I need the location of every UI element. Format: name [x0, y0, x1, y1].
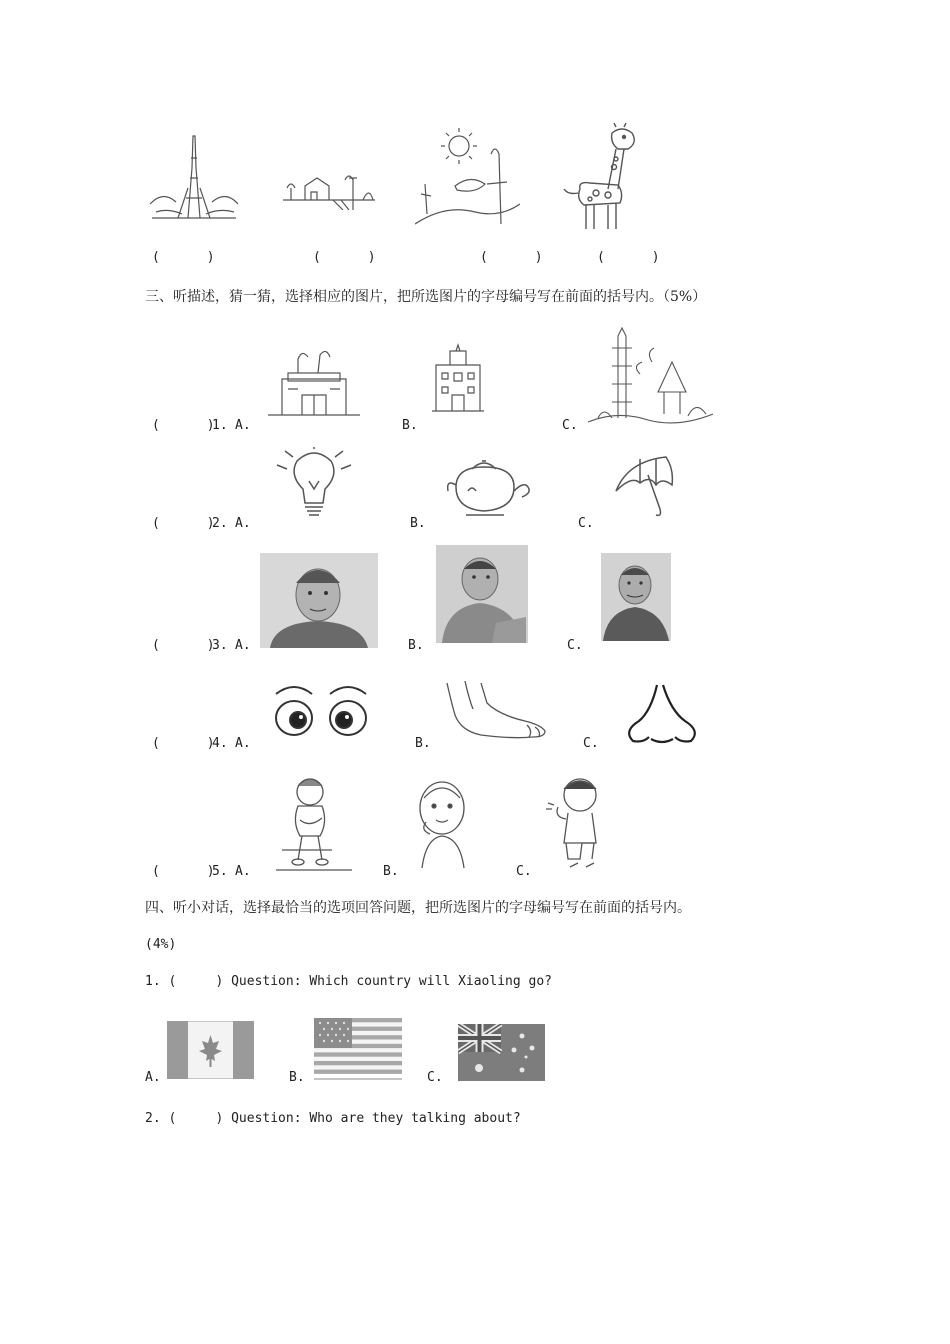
option-label-c: C. — [583, 736, 599, 751]
tall-building-icon — [428, 343, 488, 413]
boy-coughing-icon — [540, 773, 615, 871]
nose-icon — [621, 683, 703, 745]
option-label-b: B. — [408, 638, 424, 653]
question-text: 2. ( ) Question: Who are they talking about? — [145, 1111, 521, 1126]
portrait-photo-icon — [260, 553, 378, 648]
option-label-a: A. — [235, 418, 251, 433]
option-label-a: A. — [235, 516, 251, 531]
foot-icon — [441, 681, 549, 747]
question-number: 4. — [212, 736, 228, 751]
option-label-b: B. — [289, 1070, 305, 1085]
option-label-c: C. — [562, 418, 578, 433]
teapot-icon — [444, 457, 534, 519]
boy-stomachache-icon — [272, 772, 358, 872]
boy-toothache-icon — [414, 778, 472, 868]
answer-bracket[interactable]: ( ) — [152, 250, 215, 265]
eiffel-tower-icon — [148, 128, 240, 220]
option-label-a: A. — [235, 736, 251, 751]
option-label-c: C. — [567, 638, 583, 653]
pagoda-landscape-icon — [588, 322, 713, 430]
eyes-icon — [268, 680, 375, 738]
question-number: 2. — [212, 516, 228, 531]
option-label-b: B. — [402, 418, 418, 433]
answer-bracket[interactable]: ( ) — [152, 418, 215, 433]
question-number: 1. — [212, 418, 228, 433]
light-bulb-icon — [267, 447, 361, 519]
answer-bracket[interactable]: ( ) — [597, 250, 660, 265]
option-label-c: C. — [516, 864, 532, 879]
canada-flag-icon — [167, 1021, 254, 1079]
option-label-a: A. — [145, 1070, 161, 1085]
question-text: 1. ( ) Question: Which country will Xiaoling go? — [145, 974, 552, 989]
giraffe-icon — [560, 123, 640, 233]
option-label-b: B. — [415, 736, 431, 751]
usa-flag-icon — [314, 1018, 402, 1080]
section-heading: 三、听描述，猜一猜，选择相应的图片，把所选图片的字母编号写在前面的括号内。（5%） — [145, 289, 707, 305]
answer-bracket[interactable]: ( ) — [152, 638, 215, 653]
australia-flag-icon — [458, 1024, 545, 1081]
answer-bracket[interactable]: ( ) — [152, 864, 215, 879]
answer-bracket[interactable]: ( ) — [152, 736, 215, 751]
option-label-b: B. — [410, 516, 426, 531]
section-heading: 四、听小对话，选择最恰当的选项回答问题，把所选图片的字母编号写在前面的括号内。 — [145, 900, 691, 916]
option-label-a: A. — [235, 864, 251, 879]
umbrella-icon — [610, 455, 680, 520]
answer-bracket[interactable]: ( ) — [152, 516, 215, 531]
road-with-houses-icon — [283, 168, 375, 210]
option-label-b: B. — [383, 864, 399, 879]
option-label-c: C. — [578, 516, 594, 531]
sun-over-landscape-icon — [415, 124, 520, 229]
answer-bracket[interactable]: ( ) — [313, 250, 376, 265]
question-number: 5. — [212, 864, 228, 879]
portrait-photo-icon — [436, 545, 528, 643]
portrait-photo-icon — [601, 553, 671, 641]
answer-bracket[interactable]: ( ) — [480, 250, 543, 265]
section-score: (4%) — [145, 937, 177, 952]
option-label-c: C. — [427, 1070, 443, 1085]
option-label-a: A. — [235, 638, 251, 653]
cinema-building-icon — [268, 345, 360, 417]
question-number: 3. — [212, 638, 228, 653]
